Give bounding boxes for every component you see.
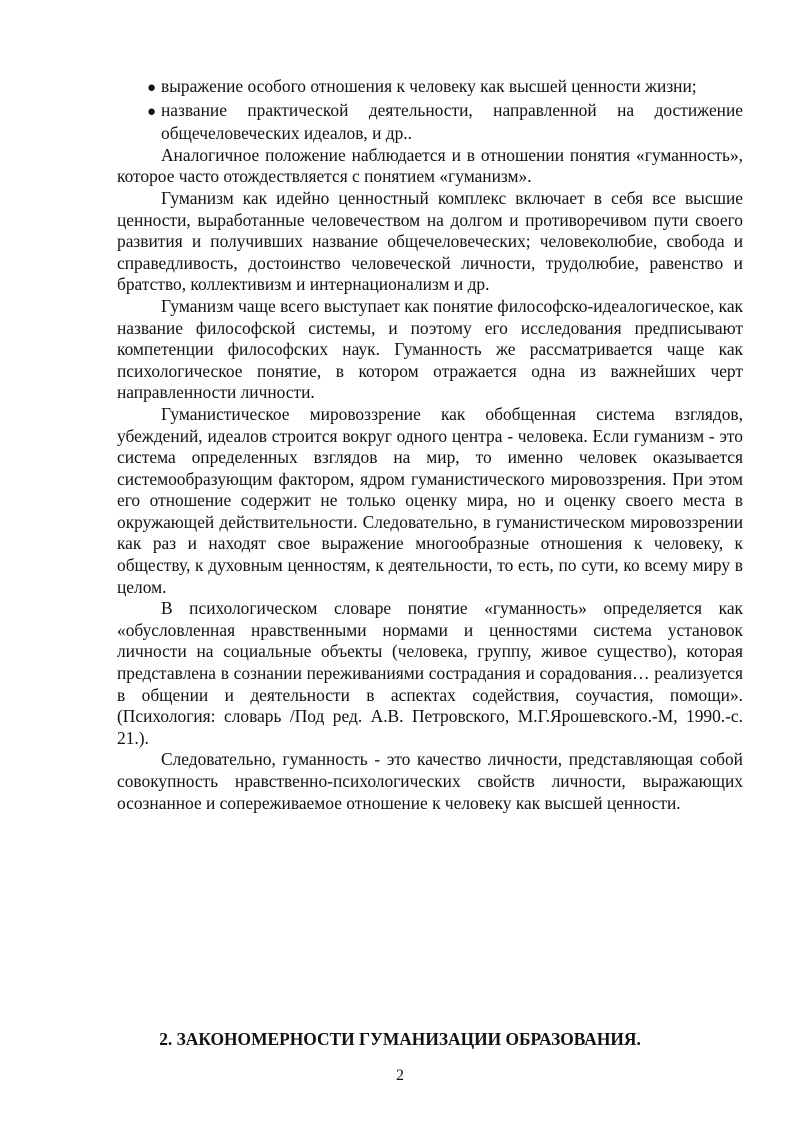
paragraph: Гуманизм как идейно ценностный комплекс включает в себя все высшие ценности, выработанные человечеством на долгом и противоречивом пути своего развития и получивших название общечеловеческих; человеколюбие, свобода и справедливость, достоинство человеческой личности, трудолюбие, равенство и братство, коллективизм и интернационализм и др. <box>117 187 743 295</box>
list-item-text: название практической деятельности, направленной на достижение общечеловеческих идеалов, и др.. <box>161 99 743 144</box>
document-body <box>117 76 743 814</box>
paragraph: В психологическом словаре понятие «гуманность» определяется как «обусловленная нравственными нормами и ценностями система установок личности на социальные объекты (человека, группу, живое существо), которая представлена в сознании переживаниями сострадания и сорадования… реализуется в общении и деятельности в аспектах содействия, соучастия, помощи». (Психология: словарь /Под ред. А.В. Петровского, М.Г.Ярошевского.-М, 1990.-с. 21.). <box>117 598 743 748</box>
list-item <box>117 100 743 145</box>
list-item <box>117 76 743 100</box>
paragraph: Гуманизм чаще всего выступает как понятие философско-идеалогическое, как название философской системы, и поэтому его исследования предписывают компетенции философских наук. Гуманность же рассматривается чаще как психологическое понятие, в котором отражается одна из важнейших черт направленности личности. <box>117 295 743 403</box>
section-heading: 2. ЗАКОНОМЕРНОСТИ ГУМАНИЗАЦИИ ОБРАЗОВАНИЯ. <box>159 1029 641 1049</box>
bullet-dot-icon: ● <box>147 103 157 120</box>
list-item-text: выражение особого отношения к человеку как высшей ценности жизни; <box>161 76 697 96</box>
paragraph: Следовательно, гуманность - это качество личности, представляющая собой совокупность нравственно-психологических свойств личности, выражающих осознанное и сопереживаемое отношение к человеку как высшей ценности. <box>117 749 743 813</box>
page-number: 2 <box>396 1067 404 1084</box>
bullet-dot-icon: ● <box>147 80 157 96</box>
paragraph: Гуманистическое мировоззрение как обобщенная система взглядов, убеждений, идеалов строится вокруг одного центра - человека. Если гуманизм - это система определенных взглядов на мир, то именно человек оказывается системообразующим фактором, ядром гуманистического мировоззрения. При этом его отношение содержит не только оценку мира, но и оценку своего места в окружающей действительности. Следовательно, в гуманистическом мировоззрении как раз и находят свое выражение многообразные отношения к человеку, к обществу, к духовным ценностям, к деятельности, то есть, по сути, ко всему миру в целом. <box>117 403 743 597</box>
paragraph: Аналогичное положение наблюдается и в отношении понятия «гуманность», которое часто отождествляется с понятием «гуманизм». <box>117 144 743 187</box>
